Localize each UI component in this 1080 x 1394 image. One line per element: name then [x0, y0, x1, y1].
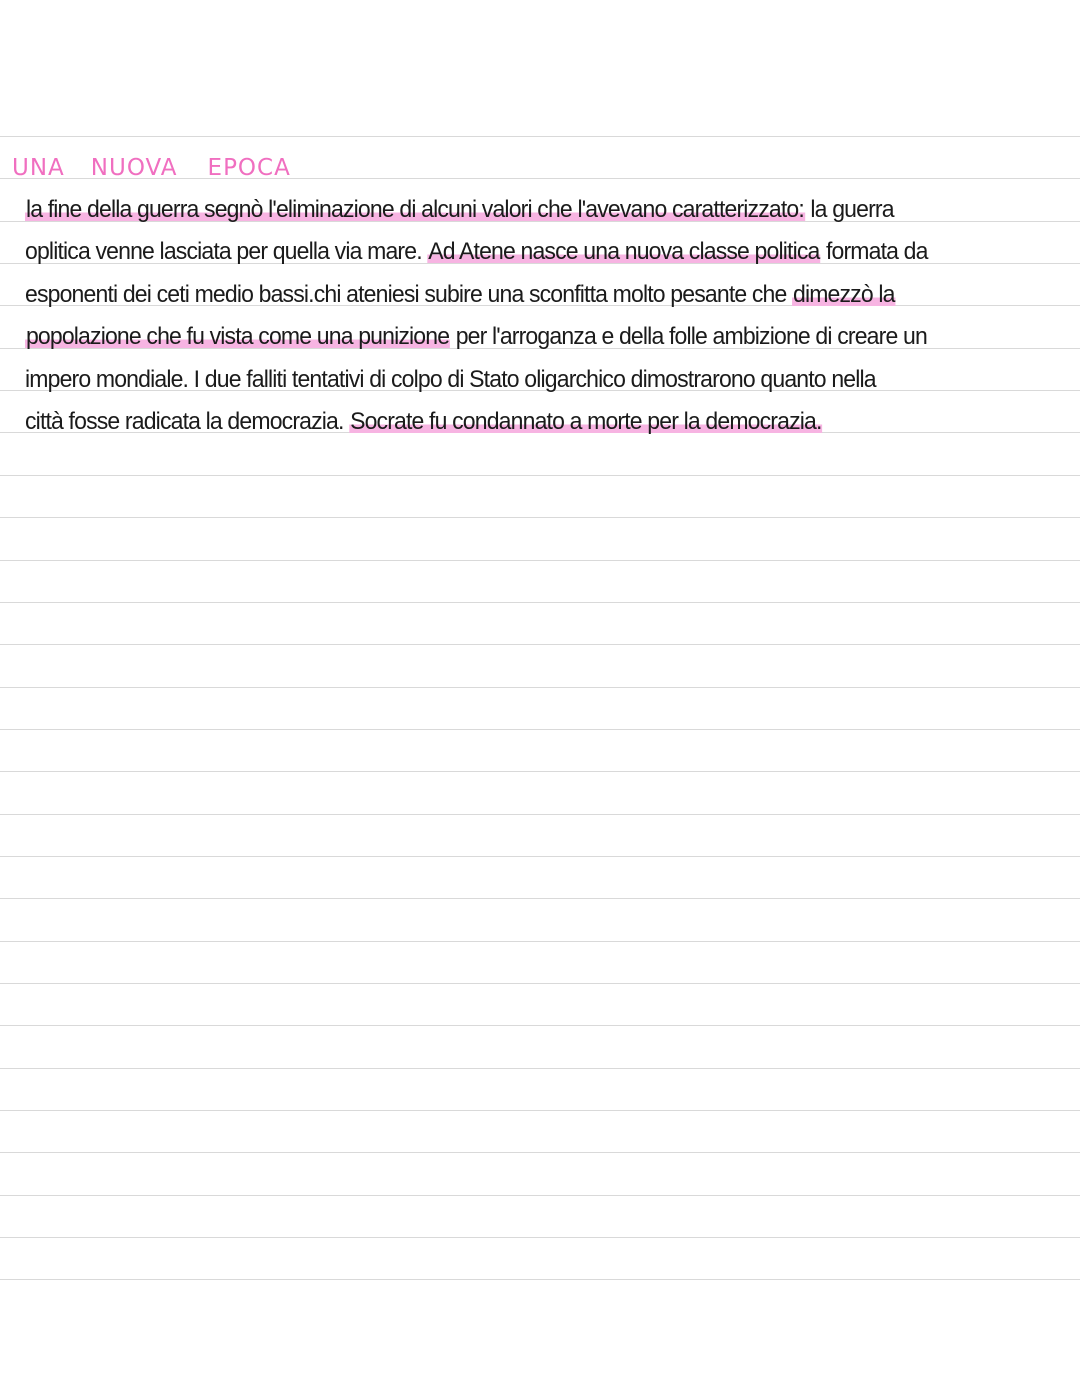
rule-line — [0, 687, 1080, 688]
highlighted-text: dimezzò la — [792, 280, 895, 308]
rule-line — [0, 771, 1080, 772]
rule-line — [0, 1237, 1080, 1238]
text-segment: formata da — [820, 238, 928, 266]
text-segment: per l'arroganza e della folle ambizione di creare un — [450, 323, 927, 351]
rule-line — [0, 475, 1080, 476]
heading-word: EPOCA — [207, 155, 291, 181]
heading-word: UNA — [12, 155, 65, 181]
rule-line — [0, 517, 1080, 518]
text-segment: impero mondiale. I due falliti tentativi di colpo di Stato oligarchico dimostrarono quanto nella — [25, 365, 876, 393]
section-heading — [12, 155, 291, 181]
rule-line — [0, 1152, 1080, 1153]
rule-line — [0, 814, 1080, 815]
rule-line — [0, 560, 1080, 561]
highlighted-text: popolazione che fu vista come una punizione — [25, 323, 450, 351]
rule-line — [0, 1195, 1080, 1196]
rule-line — [0, 729, 1080, 730]
rule-line — [0, 644, 1080, 645]
rule-line — [0, 898, 1080, 899]
heading-word: NUOVA — [90, 155, 178, 181]
text-segment: la guerra — [804, 196, 894, 223]
text-segment: oplitica venne lasciata per quella via mare. — [25, 238, 428, 266]
text-segment: esponenti dei ceti medio bassi.chi ateniesi subire una sconfitta molto pesante che — [25, 280, 793, 308]
rule-line — [0, 1068, 1080, 1069]
rule-line — [0, 1279, 1080, 1280]
rule-line — [0, 1025, 1080, 1026]
text-line — [25, 231, 1073, 273]
rule-line — [0, 941, 1080, 942]
rule-line — [0, 856, 1080, 857]
highlighted-text: Socrate fu condannato a morte per la democrazia. — [350, 408, 822, 436]
body-paragraph — [25, 189, 1073, 443]
text-segment: città fosse radicata la democrazia. — [25, 408, 350, 436]
rule-line — [0, 1110, 1080, 1111]
rule-line — [0, 983, 1080, 984]
highlighted-text: la fine della guerra segnò l'eliminazione di alcuni valori che l'avevano caratterizzato: — [25, 196, 804, 223]
rule-line — [0, 136, 1080, 137]
text-line — [25, 359, 1073, 401]
text-line — [25, 274, 1073, 316]
text-line — [25, 189, 1073, 231]
text-line — [25, 316, 1073, 358]
rule-line — [0, 602, 1080, 603]
highlighted-text: Ad Atene nasce una nuova classe politica — [428, 238, 820, 266]
text-line — [25, 401, 1073, 443]
